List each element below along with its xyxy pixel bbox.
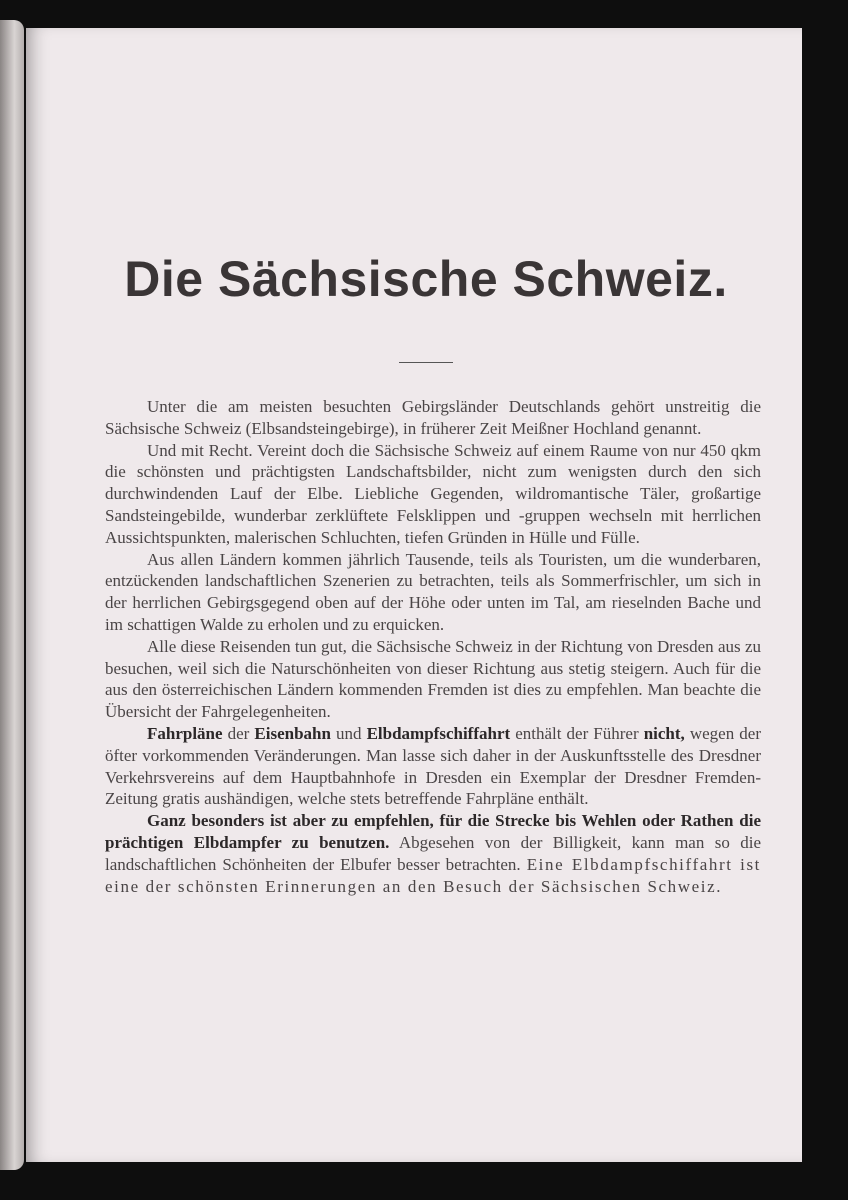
paragraph-p5 <box>105 723 761 810</box>
paragraph-p1 <box>105 396 761 440</box>
paragraph-p6 <box>105 810 761 897</box>
text-segment: Unter die am meisten besuchten Gebirgsländer Deutschlands gehört unstreitig die Sächsische Schweiz (Elbsandsteingebirge), in früherer Zeit Meißner Hochland genannt. <box>105 397 761 438</box>
text-segment: Alle diese Reisenden tun gut, die Sächsische Schweiz in der Richtung von Dresden aus zu besuchen, weil sich die Naturschönheiten von dieser Richtung aus stetig steigern. Auch für die aus den österreichischen Ländern kommenden Fremden ist dies zu empfehlen. Man beachte die Übersicht der Fahrgelegenheiten. <box>105 636 761 722</box>
paragraph-p4 <box>105 636 761 723</box>
text-segment: Abgesehen von der Billigkeit, kann man so die landschaftlichen Schönheiten der Elbufer besser betrachten. <box>105 832 761 874</box>
text-segment: Aus allen Ländern kommen jährlich Tausende, teils als Touristen, um die wunderbaren, entzückenden landschaftlichen Szenerien zu betrachten, teils als Sommerfrischler, um sich in der herrlichen Gebirgsgegend oben auf der Höhe oder unten im Tal, am rieselnden Bache und im schattigen Walde zu erholen und zu erquicken. <box>105 549 761 634</box>
body-text <box>105 396 761 897</box>
text-segment: der <box>222 723 255 743</box>
text-segment: Und mit Recht. Vereint doch die Sächsische Schweiz auf einem Raume von nur 450 qkm die schönsten und prächtigsten Landschaftsbilder, nicht zum wenigsten durch den sich durchwindenden Lauf der Elbe. Liebliche Gegenden, wildromantische Täler, großartige Sandsteingebilde, wunderbar zerklüftete Felsklippen und -gruppen wechseln mit herrlichen Aussichtspunkten, malerischen Schluchten, tiefen Gründen in Hülle und Fülle. <box>105 440 761 547</box>
text-segment: wegen der öfter vorkommenden Veränderungen. Man lasse sich daher in der Auskunftsstelle des Dresdner Verkehrsvereins auf dem Hauptbahnhofe in Dresden ein Exemplar der Dresdner Fremden-Zeitung gratis aushändigen, welche stets betreffende Fahrpläne enthält. <box>105 723 761 809</box>
text-segment: und <box>330 723 367 743</box>
page-title: Die Sächsische Schweiz. <box>124 251 728 307</box>
paragraph-p3 <box>105 549 761 636</box>
title-divider <box>399 362 453 363</box>
bold-text-segment: Eisenbahn <box>254 723 331 743</box>
bold-text-segment: Ganz besonders ist aber zu empfehlen, für die Strecke bis Wehlen oder Rathen die prächtigen Elbdampfer zu benutzen. <box>105 811 761 852</box>
bold-text-segment: Fahrpläne <box>147 723 223 743</box>
book-spine-edge <box>0 20 24 1170</box>
bold-text-segment: nicht, <box>643 723 685 743</box>
text-segment: enthält der Führer <box>510 723 644 743</box>
bold-text-segment: Elbdampfschiffahrt <box>366 723 511 743</box>
text-segment: Eine Elbdampfschiffahrt ist eine der schönsten Erinnerungen an den Besuch der Sächsischen Schweiz. <box>105 854 762 896</box>
book-page <box>26 28 802 1162</box>
paragraph-p2 <box>105 440 761 549</box>
